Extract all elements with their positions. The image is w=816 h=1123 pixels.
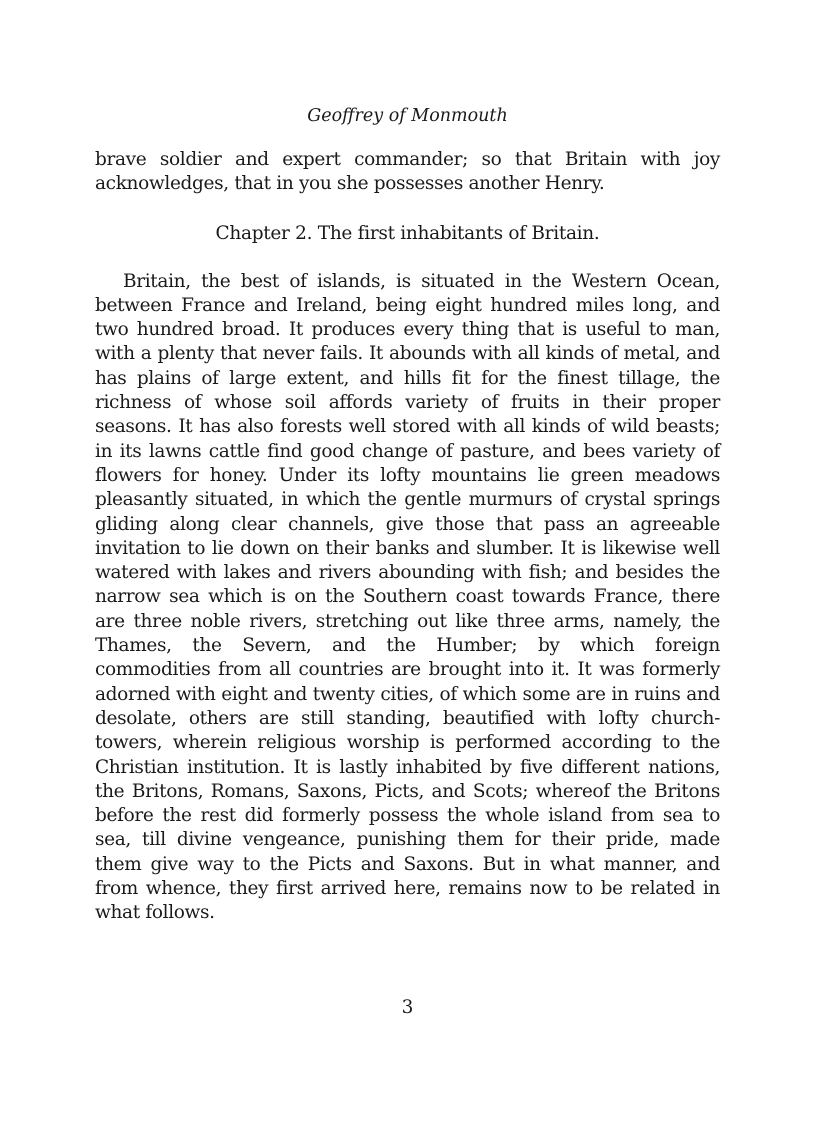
body-paragraph: Britain, the best of islands, is situated in the Western Ocean, between France and Ireland, being eight hundred miles long, and two hundred broad. It produces every thing that is useful to man, with a plenty that never fails. It abounds with all kinds of metal, and has plains of large extent, and hills fit for the finest tillage, the richness of whose soil affords variety of fruits in their proper seasons. It has also forests well stored with all kinds of wild beasts; in its lawns cattle find good change of pasture, and bees variety of flowers for honey. Under its lofty mountains lie green meadows pleasantly situated, in which the gentle murmurs of crystal springs gliding along clear channels, give those that pass an agreeable invitation to lie down on their banks and slumber. It is likewise well watered with lakes and rivers abounding with fish; and besides the narrow sea which is on the Southern coast towards France, there are three noble rivers, stretching out like three arms, namely, the Thames, the Severn, and the Humber; by which foreign commodities from all countries are brought into it. It was formerly adorned with eight and twenty cities, of which some are in ruins and desolate, others are still standing, beautified with lofty church-towers, wherein religious worship is performed according to the Christian institution. It is lastly inhabited by five different nations, the Britons, Romans, Saxons, Picts, and Scots; whereof the Britons before the rest did formerly possess the whole island from sea to sea, till divine vengeance, punishing them for their pride, made them give way to the Picts and Saxons. But in what manner, and from whence, they first arrived here, remains now to be related in what follows. <box>95 270 720 924</box>
running-head: Geoffrey of Monmouth <box>307 106 508 126</box>
book-page <box>95 0 720 1123</box>
continuation-paragraph: brave soldier and expert commander; so that Britain with joy acknowledges, that in you she possesses another Henry. <box>95 149 720 195</box>
page-body <box>95 148 720 926</box>
page-number: 3 <box>401 997 414 1018</box>
chapter-heading: Chapter 2. The first inhabitants of Britain. <box>215 222 600 244</box>
